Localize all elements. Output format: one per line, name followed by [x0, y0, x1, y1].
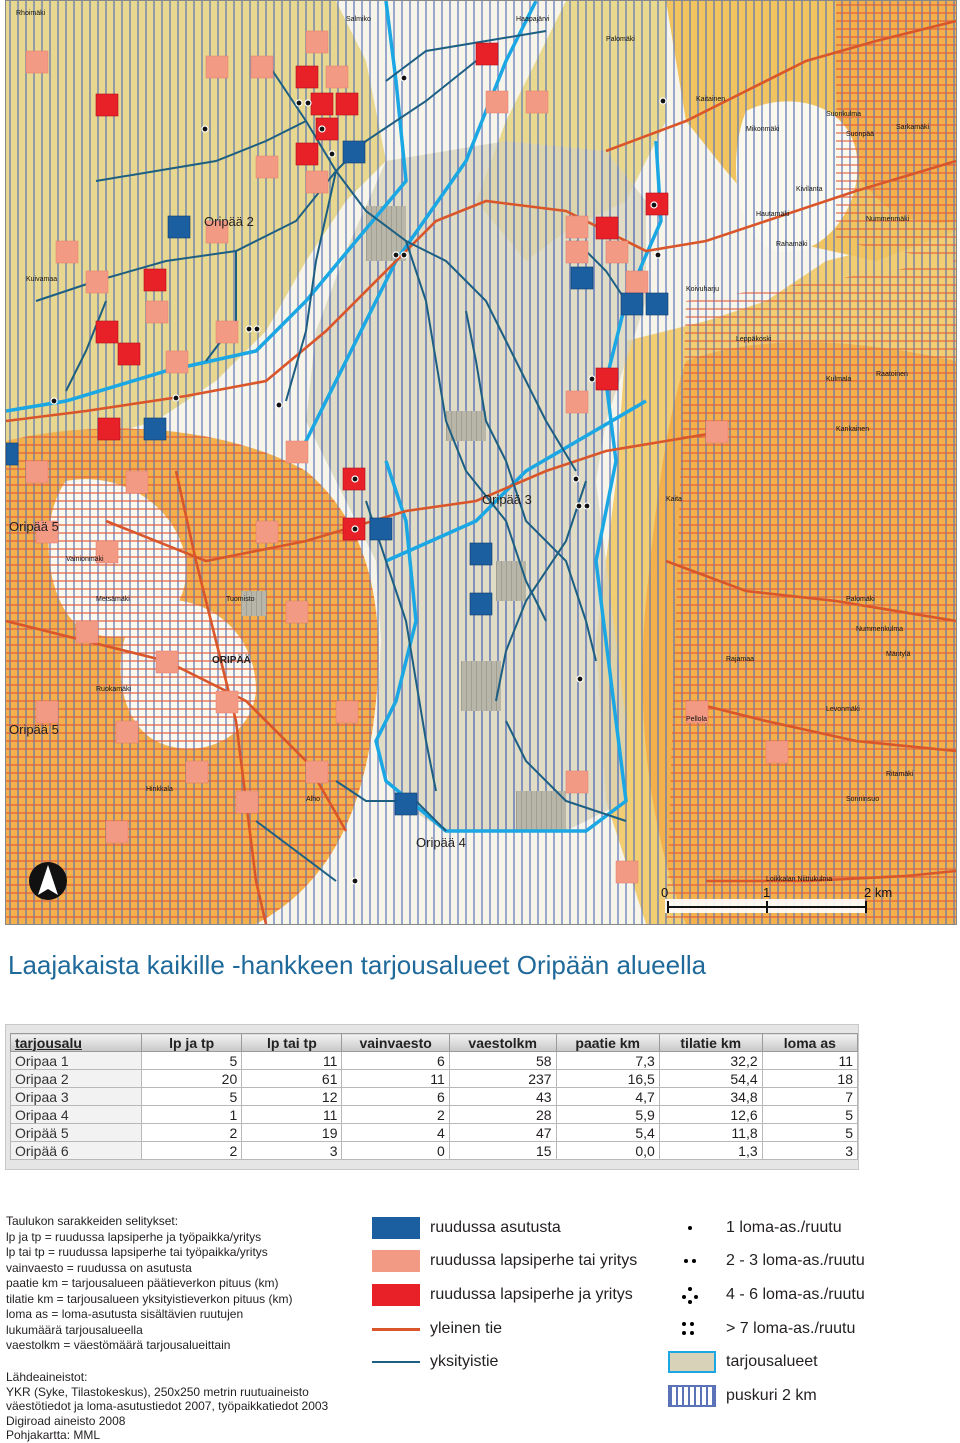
legend-yleinen-tie	[372, 1317, 502, 1341]
explanation-line: vaestolkm = väestömäärä tarjousalueittain	[6, 1338, 231, 1352]
legend-label: yleinen tie	[430, 1320, 503, 1337]
cell: 2	[342, 1106, 449, 1124]
cell: 7,3	[556, 1052, 659, 1070]
source-line: Digiroad aineisto 2008	[6, 1413, 126, 1428]
dots-4-icon	[678, 1317, 702, 1341]
col-paatie-km[interactable]: paatie km	[556, 1034, 659, 1052]
place-name: Rajamaa	[726, 656, 755, 663]
place-name: Kaita	[666, 496, 682, 503]
place-name: Suonkulma	[826, 111, 862, 118]
legend-label: 2 - 3 loma-as./ruutu	[726, 1252, 865, 1269]
legend-swatch-asutus	[372, 1217, 420, 1239]
place-name: Nummenmäki	[866, 216, 910, 223]
place-name: Levonmäki	[826, 706, 860, 713]
cell: 11,8	[659, 1124, 762, 1142]
legend-label: ruudussa lapsiperhe ja yritys	[430, 1286, 633, 1303]
place-name: Kulmala	[826, 376, 852, 383]
place-name: Palomäki	[606, 36, 635, 43]
place-name: Mäntylä	[886, 651, 911, 658]
cell: 2	[142, 1124, 242, 1142]
cell: Oripää 5	[11, 1124, 142, 1142]
cell: 15	[449, 1142, 556, 1160]
cell: 11	[242, 1106, 342, 1124]
cell: 34,8	[659, 1088, 762, 1106]
cell: 61	[242, 1070, 342, 1088]
legend-loma-4	[678, 1317, 855, 1341]
col-lp-tai-tp[interactable]: lp tai tp	[242, 1034, 342, 1052]
table-row[interactable]	[11, 1124, 858, 1142]
place-name: Mikonmäki	[746, 126, 780, 133]
place-name: Suonpää	[846, 131, 875, 138]
legend-label: tarjousalueet	[726, 1353, 818, 1370]
legend-yksityistie	[372, 1350, 498, 1374]
label-oripaa-3: Oripää 3	[482, 492, 532, 507]
scale-one: 1	[763, 885, 771, 900]
cell: 47	[449, 1124, 556, 1142]
legend-asutus	[372, 1216, 561, 1240]
cell: 12,6	[659, 1106, 762, 1124]
dots-2-icon	[678, 1249, 702, 1273]
legend-label: > 7 loma-as./ruutu	[726, 1320, 856, 1337]
place-name: Kankainen	[836, 426, 870, 433]
explanation-line: tilatie km = tarjousalueen yksityistieverkon pituus (km)	[6, 1291, 293, 1306]
col-lp-ja-tp[interactable]: lp ja tp	[142, 1034, 242, 1052]
explanation-line: lp tai tp = ruudussa lapsiperhe tai työpaikka/yritys	[6, 1245, 268, 1259]
scale-two: 2 km	[864, 885, 893, 900]
legend-label: 4 - 6 loma-as./ruutu	[726, 1286, 865, 1303]
cell: 4,7	[556, 1088, 659, 1106]
place-name: Tuomisto	[226, 596, 255, 603]
legend-lapsiperhe-tai	[372, 1249, 637, 1273]
data-sources	[6, 1370, 328, 1443]
table-row[interactable]	[11, 1106, 858, 1124]
explanation-line: vainvaesto = ruudussa on asutusta	[6, 1260, 192, 1275]
explanation-line: paatie km = tarjousalueen päätieverkon pituus (km)	[6, 1276, 279, 1290]
legend-swatch-tarjousalueet	[668, 1351, 716, 1373]
table-row[interactable]	[11, 1142, 858, 1160]
place-name: Raatoinen	[876, 371, 908, 378]
col-tilatie-km[interactable]: tilatie km	[659, 1034, 762, 1052]
place-name: Koivuharju	[686, 286, 720, 293]
legend-loma-2	[678, 1249, 865, 1273]
cell: 5	[142, 1088, 242, 1106]
label-oripaa-4: Oripää 4	[416, 835, 466, 850]
label-oripaa-2: Oripää 2	[204, 214, 254, 229]
cell: 5	[762, 1106, 857, 1124]
table-row[interactable]	[11, 1088, 858, 1106]
data-table-panel	[5, 1024, 859, 1170]
place-name: Kivilanta	[796, 186, 823, 193]
label-oripaa-5a: Oripää 5	[9, 519, 59, 534]
cell: 54,4	[659, 1070, 762, 1088]
col-vaestolkm[interactable]: vaestolkm	[449, 1034, 556, 1052]
legend-loma-1	[678, 1216, 842, 1240]
cell: 32,2	[659, 1052, 762, 1070]
place-name: Ruokamäki	[96, 686, 132, 693]
legend-puskuri	[668, 1384, 817, 1408]
cell: 5	[142, 1052, 242, 1070]
cell: 6	[342, 1088, 449, 1106]
cell: 0	[342, 1142, 449, 1160]
cell: Oripaa 3	[11, 1088, 142, 1106]
explanation-line: loma as = loma-asutusta sisältävien ruutujen	[6, 1307, 244, 1321]
legend-swatch-yleinen-tie	[372, 1328, 420, 1331]
table-header-row	[11, 1034, 858, 1052]
cell: 237	[449, 1070, 556, 1088]
place-name: Leppäkoski	[736, 336, 772, 343]
legend-tarjousalueet	[668, 1350, 818, 1374]
place-name: Sarkamäki	[896, 124, 930, 131]
place-name: Alho	[306, 796, 321, 803]
place-name: Ritamäki	[886, 771, 914, 778]
source-line: Pohjakartta: MML	[6, 1428, 101, 1442]
place-name: Metsämäki	[96, 596, 130, 603]
source-line: YKR (Syke, Tilastokeskus), 250x250 metrin ruutuaineisto	[6, 1384, 309, 1399]
place-name: Nummenkulma	[856, 626, 904, 633]
place-name: Vainionmäki	[66, 556, 104, 563]
map-canvas[interactable]	[6, 1, 956, 924]
place-name: Pellola	[686, 716, 708, 723]
cell: 3	[242, 1142, 342, 1160]
place-name: Palomäki	[846, 596, 875, 603]
cell: 2	[142, 1142, 242, 1160]
cell: 5,9	[556, 1106, 659, 1124]
legend-swatch-yksityistie	[372, 1361, 420, 1363]
legend-label: ruudussa asutusta	[430, 1219, 561, 1236]
legend-label: 1 loma-as./ruutu	[726, 1219, 842, 1236]
cell: 16,5	[556, 1070, 659, 1088]
north-arrow-icon	[29, 862, 67, 900]
explanation-line: lp ja tp = ruudussa lapsiperhe ja työpaikka/yritys	[6, 1229, 262, 1244]
town-hatch	[6, 429, 378, 924]
cell: Oripaa 2	[11, 1070, 142, 1088]
cell: Oripää 6	[11, 1142, 142, 1160]
place-name: Rhoimäki	[16, 10, 46, 17]
dots-1-icon	[678, 1216, 702, 1240]
table-row[interactable]	[11, 1070, 858, 1088]
legend-lapsiperhe-ja	[372, 1283, 633, 1307]
place-name: Rahamäki	[776, 241, 808, 248]
label-oripaa-5b: Oripää 5	[9, 722, 59, 737]
col-vainvaesto[interactable]: vainvaesto	[342, 1034, 449, 1052]
cell: 20	[142, 1070, 242, 1088]
legend-label: yksityistie	[430, 1353, 499, 1370]
legend-swatch-lapsiperhe-ja	[372, 1284, 420, 1306]
legend-label: puskuri 2 km	[726, 1387, 817, 1404]
source-line: väestötiedot ja loma-asutustiedot 2007, työpaikkatiedot 2003	[6, 1399, 329, 1413]
cell: 5	[762, 1124, 857, 1142]
cell: 0,0	[556, 1142, 659, 1160]
explanation-heading: Taulukon sarakkeiden selitykset:	[6, 1214, 179, 1228]
cell: 3	[762, 1142, 857, 1160]
place-name: Hautamäki	[756, 211, 790, 218]
table-row[interactable]	[11, 1052, 858, 1070]
col-loma-as[interactable]: loma as	[762, 1034, 857, 1052]
sources-heading: Lähdeaineistot:	[6, 1370, 88, 1384]
place-name: Sonninsuo	[846, 796, 880, 803]
cell: 11	[342, 1070, 449, 1088]
data-table	[10, 1033, 858, 1160]
place-name: Hinkkala	[146, 786, 173, 793]
dots-3-icon	[678, 1283, 702, 1307]
col-tarjousalu[interactable]: tarjousalu	[11, 1034, 142, 1052]
explanation-line: lukumäärä tarjousalueella	[6, 1322, 143, 1337]
legend-loma-3	[678, 1283, 865, 1307]
column-explanations	[6, 1214, 356, 1354]
place-name: Kuivamaa	[26, 276, 58, 283]
place-name: Haapajärvi	[516, 16, 550, 23]
cell: 43	[449, 1088, 556, 1106]
place-name: Kaitainen	[696, 96, 726, 103]
cell: 58	[449, 1052, 556, 1070]
cell: 6	[342, 1052, 449, 1070]
legend-label: ruudussa lapsiperhe tai yritys	[430, 1252, 638, 1269]
cell: 11	[762, 1052, 857, 1070]
legend-swatch-puskuri	[668, 1385, 716, 1407]
cell: 5,4	[556, 1124, 659, 1142]
label-town: ORIPÄÄ	[212, 655, 251, 666]
cell: 18	[762, 1070, 857, 1088]
cell: 28	[449, 1106, 556, 1124]
cell: 12	[242, 1088, 342, 1106]
cell: 11	[242, 1052, 342, 1070]
place-name: Salmiko	[346, 16, 371, 23]
cell: 19	[242, 1124, 342, 1142]
cell: 4	[342, 1124, 449, 1142]
cell: Oripaa 4	[11, 1106, 142, 1124]
map-panel[interactable]	[5, 0, 957, 925]
cell: 1,3	[659, 1142, 762, 1160]
cell: Oripaa 1	[11, 1052, 142, 1070]
page-title: Laajakaista kaikille -hankkeen tarjousalueet Oripään alueella	[8, 950, 707, 980]
scale-zero: 0	[661, 885, 669, 900]
east-hatch	[666, 261, 956, 924]
cell: 1	[142, 1106, 242, 1124]
place-name: Loikkalan Niittukulma	[766, 876, 833, 883]
cell: 7	[762, 1088, 857, 1106]
legend-swatch-lapsiperhe-tai	[372, 1250, 420, 1272]
